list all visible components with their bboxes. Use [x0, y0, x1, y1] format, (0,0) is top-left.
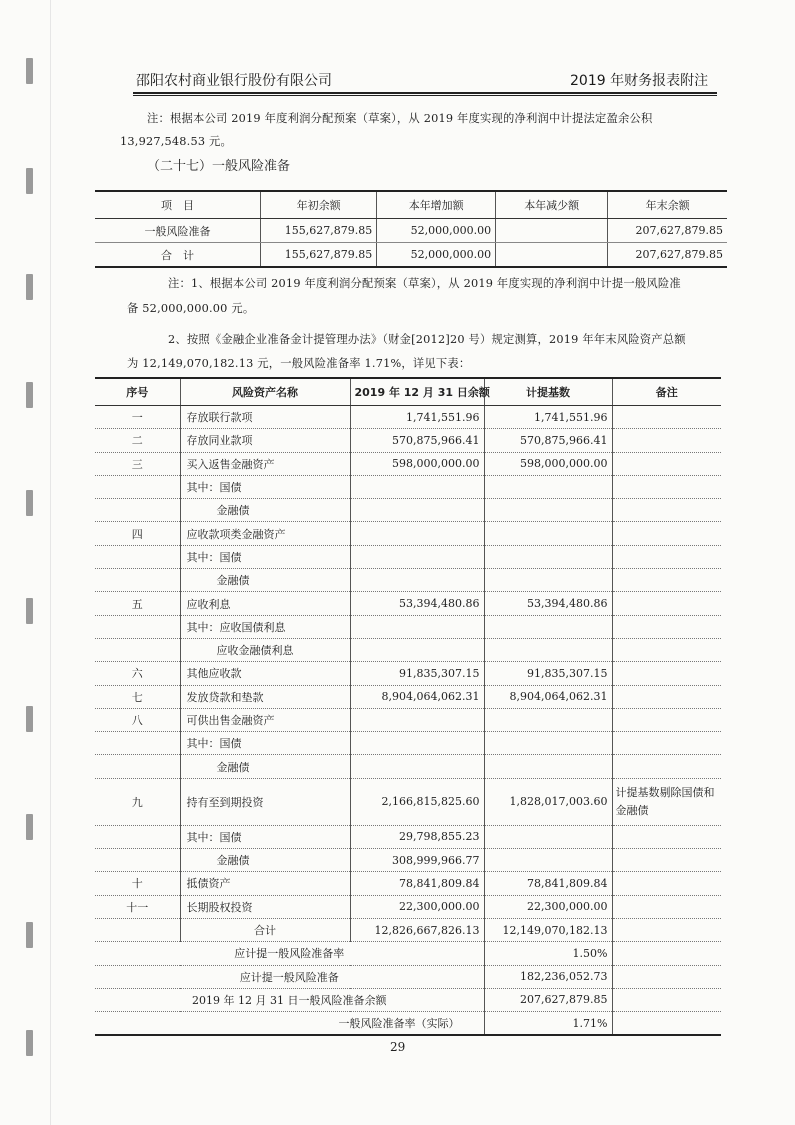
table-row	[95, 685, 721, 708]
table-row	[95, 475, 721, 498]
base-cell	[484, 475, 612, 498]
asset-name: 应收金融债利息	[180, 638, 350, 661]
base-cell	[484, 545, 612, 568]
remark-cell	[612, 918, 721, 941]
table-header-row	[95, 191, 727, 219]
table-row	[95, 755, 721, 778]
base-cell	[484, 615, 612, 638]
remark-cell	[612, 895, 721, 918]
asset-name: 买入返售金融资产	[180, 452, 350, 475]
table-header-row	[95, 378, 721, 406]
summary-row	[95, 942, 721, 965]
remark-cell	[612, 825, 721, 848]
remark-cell	[612, 638, 721, 661]
summary-value: 182,236,052.73	[484, 965, 612, 988]
remark-cell: 计提基数剔除国债和金融债	[612, 778, 721, 825]
binder-hole	[26, 922, 33, 948]
asset-name: 应收款项类金融资产	[180, 522, 350, 545]
binder-hole	[26, 706, 33, 732]
row-number	[95, 755, 180, 778]
balance-cell	[350, 638, 484, 661]
row-number: 七	[95, 685, 180, 708]
asset-name: 合计	[180, 918, 350, 941]
binder-hole	[26, 274, 33, 300]
asset-name: 长期股权投资	[180, 895, 350, 918]
table-row	[95, 825, 721, 848]
balance-cell	[350, 522, 484, 545]
page-number: 29	[390, 1040, 406, 1054]
balance-cell: 53,394,480.86	[350, 592, 484, 615]
column-header: 年初余额	[261, 191, 377, 219]
balance-cell: 8,904,064,062.31	[350, 685, 484, 708]
balance-cell	[350, 755, 484, 778]
base-cell	[484, 708, 612, 731]
balance-cell: 29,798,855.23	[350, 825, 484, 848]
remark-cell	[612, 569, 721, 592]
note-line: 注：根据本公司 2019 年度利润分配预案（草案），从 2019 年度实现的净利润中计提法定盈余公积	[147, 112, 653, 125]
table-row	[95, 662, 721, 685]
row-number: 八	[95, 708, 180, 731]
table-cell: 155,627,879.85	[261, 219, 377, 243]
remark-cell	[612, 662, 721, 685]
table-row	[95, 895, 721, 918]
row-number: 十一	[95, 895, 180, 918]
summary-label: 应计提一般风险准备率	[95, 942, 484, 965]
margin-guide	[50, 0, 51, 1125]
summary-row	[95, 1012, 721, 1036]
asset-name: 存放同业款项	[180, 429, 350, 452]
summary-value: 1.71%	[484, 1012, 612, 1036]
asset-name: 存放联行款项	[180, 406, 350, 429]
remark-cell	[612, 685, 721, 708]
asset-name: 金融债	[180, 849, 350, 872]
binder-hole	[26, 1030, 33, 1056]
base-cell: 22,300,000.00	[484, 895, 612, 918]
table-row	[95, 849, 721, 872]
balance-cell	[350, 569, 484, 592]
row-number: 十	[95, 872, 180, 895]
asset-name: 应收利息	[180, 592, 350, 615]
table-row	[95, 615, 721, 638]
table-row	[95, 708, 721, 731]
row-number	[95, 638, 180, 661]
remark-cell	[612, 849, 721, 872]
summary-value: 207,627,879.85	[484, 988, 612, 1011]
table-row	[95, 429, 721, 452]
row-number: 九	[95, 778, 180, 825]
remark-cell	[612, 406, 721, 429]
base-cell: 570,875,966.41	[484, 429, 612, 452]
summary-value: 1.50%	[484, 942, 612, 965]
balance-cell: 2,166,815,825.60	[350, 778, 484, 825]
column-header: 本年减少额	[496, 191, 608, 219]
balance-cell	[350, 732, 484, 755]
table-cell: 一般风险准备	[95, 219, 261, 243]
row-number	[95, 615, 180, 638]
risk-assets-body	[95, 406, 721, 1036]
base-cell	[484, 638, 612, 661]
base-cell: 12,149,070,182.13	[484, 918, 612, 941]
table-cell	[496, 243, 608, 268]
column-header: 计提基数	[484, 378, 612, 406]
summary-label: 应计提一般风险准备	[95, 965, 484, 988]
company-name: 邵阳农村商业银行股份有限公司	[136, 73, 332, 89]
row-number: 三	[95, 452, 180, 475]
table-row	[95, 732, 721, 755]
column-header: 2019 年 12 月 31 日余额	[350, 378, 484, 406]
base-cell	[484, 569, 612, 592]
row-number: 一	[95, 406, 180, 429]
base-cell: 91,835,307.15	[484, 662, 612, 685]
base-cell	[484, 499, 612, 522]
table-row	[95, 569, 721, 592]
asset-name: 抵债资产	[180, 872, 350, 895]
row-number: 五	[95, 592, 180, 615]
document-title: 2019 年财务报表附注	[570, 73, 709, 89]
summary-row	[95, 965, 721, 988]
remark-cell	[612, 732, 721, 755]
balance-cell	[350, 545, 484, 568]
column-header: 项 目	[95, 191, 261, 219]
asset-name: 其中：国债	[180, 825, 350, 848]
section-heading: （二十七）一般风险准备	[147, 159, 291, 174]
asset-name: 可供出售金融资产	[180, 708, 350, 731]
binder-hole	[26, 598, 33, 624]
row-number	[95, 732, 180, 755]
row-number: 六	[95, 662, 180, 685]
binder-hole	[26, 58, 33, 84]
remark-cell	[612, 429, 721, 452]
note-line: 2、按照《金融企业准备金计提管理办法》（财金[2012]20 号）规定测算，2019 年年末风险资产总额	[168, 333, 686, 346]
remark-cell	[612, 965, 721, 988]
balance-cell: 308,999,966.77	[350, 849, 484, 872]
table-cell: 207,627,879.85	[608, 219, 727, 243]
asset-name: 其中：国债	[180, 475, 350, 498]
table-row	[95, 452, 721, 475]
table-row	[95, 243, 727, 268]
general-risk-reserve-table	[95, 190, 727, 268]
balance-cell	[350, 475, 484, 498]
balance-cell: 12,826,667,826.13	[350, 918, 484, 941]
asset-name: 金融债	[180, 499, 350, 522]
remark-cell	[612, 988, 721, 1011]
table-cell: 52,000,000.00	[377, 243, 496, 268]
asset-name: 其中：国债	[180, 545, 350, 568]
base-cell	[484, 849, 612, 872]
note-line: 注：1、根据本公司 2019 年度利润分配预案（草案），从 2019 年度实现的净利润中计提一般风险准	[168, 277, 681, 290]
balance-cell: 598,000,000.00	[350, 452, 484, 475]
remark-cell	[612, 755, 721, 778]
remark-cell	[612, 592, 721, 615]
balance-cell: 91,835,307.15	[350, 662, 484, 685]
balance-cell: 78,841,809.84	[350, 872, 484, 895]
remark-cell	[612, 499, 721, 522]
table-row	[95, 219, 727, 243]
table-cell	[496, 219, 608, 243]
base-cell: 598,000,000.00	[484, 452, 612, 475]
column-header: 本年增加额	[377, 191, 496, 219]
table-cell: 52,000,000.00	[377, 219, 496, 243]
summary-label: 一般风险准备率（实际）	[95, 1012, 484, 1036]
row-number	[95, 499, 180, 522]
balance-cell: 570,875,966.41	[350, 429, 484, 452]
balance-cell	[350, 615, 484, 638]
base-cell	[484, 755, 612, 778]
column-header: 年末余额	[608, 191, 727, 219]
base-cell	[484, 732, 612, 755]
remark-cell	[612, 942, 721, 965]
asset-name: 金融债	[180, 755, 350, 778]
table-cell: 207,627,879.85	[608, 243, 727, 268]
table-row	[95, 872, 721, 895]
remark-cell	[612, 1012, 721, 1036]
base-cell	[484, 825, 612, 848]
binder-hole	[26, 814, 33, 840]
header-rule-thin	[133, 95, 717, 96]
remark-cell	[612, 452, 721, 475]
summary-row	[95, 988, 721, 1011]
base-cell: 1,741,551.96	[484, 406, 612, 429]
row-number	[95, 475, 180, 498]
remark-cell	[612, 522, 721, 545]
base-cell: 1,828,017,003.60	[484, 778, 612, 825]
binder-hole	[26, 382, 33, 408]
asset-name: 持有至到期投资	[180, 778, 350, 825]
note-line: 13,927,548.53 元。	[120, 135, 233, 148]
asset-name: 其中：应收国债利息	[180, 615, 350, 638]
asset-name: 其他应收款	[180, 662, 350, 685]
note-line: 备 52,000,000.00 元。	[127, 302, 255, 315]
header-rule	[133, 92, 717, 94]
table-row	[95, 545, 721, 568]
table-row	[95, 522, 721, 545]
remark-cell	[612, 872, 721, 895]
column-header: 风险资产名称	[180, 378, 350, 406]
summary-label: 2019 年 12 月 31 日一般风险准备余额	[95, 988, 484, 1011]
base-cell: 53,394,480.86	[484, 592, 612, 615]
note-line: 为 12,149,070,182.13 元，一般风险准备率 1.71%，详见下表：	[127, 357, 471, 370]
table-cell: 155,627,879.85	[261, 243, 377, 268]
row-number	[95, 918, 180, 941]
remark-cell	[612, 475, 721, 498]
asset-name: 其中：国债	[180, 732, 350, 755]
binder-hole	[26, 490, 33, 516]
base-cell	[484, 522, 612, 545]
column-header: 备注	[612, 378, 721, 406]
remark-cell	[612, 545, 721, 568]
row-number: 二	[95, 429, 180, 452]
table-row	[95, 592, 721, 615]
row-number	[95, 545, 180, 568]
remark-cell	[612, 708, 721, 731]
table-row	[95, 778, 721, 825]
row-number	[95, 849, 180, 872]
asset-name: 金融债	[180, 569, 350, 592]
table-row	[95, 918, 721, 941]
table-row	[95, 406, 721, 429]
table-cell: 合 计	[95, 243, 261, 268]
balance-cell	[350, 708, 484, 731]
binder-hole	[26, 168, 33, 194]
table-row	[95, 499, 721, 522]
base-cell: 8,904,064,062.31	[484, 685, 612, 708]
balance-cell	[350, 499, 484, 522]
table-row	[95, 638, 721, 661]
remark-cell	[612, 615, 721, 638]
row-number	[95, 569, 180, 592]
row-number: 四	[95, 522, 180, 545]
balance-cell: 22,300,000.00	[350, 895, 484, 918]
risk-assets-table	[95, 377, 721, 1036]
asset-name: 发放贷款和垫款	[180, 685, 350, 708]
row-number	[95, 825, 180, 848]
base-cell: 78,841,809.84	[484, 872, 612, 895]
balance-cell: 1,741,551.96	[350, 406, 484, 429]
column-header: 序号	[95, 378, 180, 406]
